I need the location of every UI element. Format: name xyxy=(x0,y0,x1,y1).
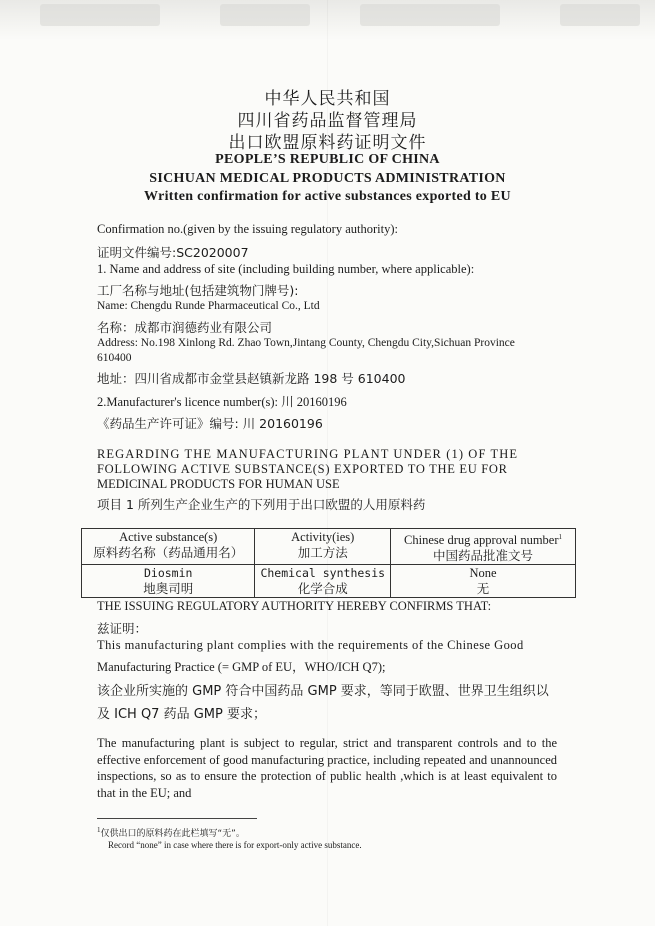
gmp-statement-cn-line-1: 该企业所实施的 GMP 符合中国药品 GMP 要求，等同于欧盟、世界卫生组织以 xyxy=(97,684,549,699)
controls-statement: The manufacturing plant is subject to regular, strict and transparent controls and to the effective enforcement of good manufacturing practice, including repeated and unannounced inspections, so as to ensure the protection of public health ,which is at least equivalent to that in the EU; and xyxy=(97,736,557,800)
site-name: Name: Chengdu Runde Pharmaceutical Co., Ltd xyxy=(97,300,320,312)
active-substance-table xyxy=(81,528,576,598)
site-heading: 1. Name and address of site (including building number, where applicable): xyxy=(97,262,475,276)
confirms-heading-cn: 兹证明： xyxy=(97,621,148,636)
regarding-line-2: FOLLOWING ACTIVE SUBSTANCE(S) EXPORTED TO THE EU FOR xyxy=(97,462,508,476)
header-substance-en: Active substance(s) xyxy=(119,530,218,544)
header-approval-en: Chinese drug approval number xyxy=(404,533,559,548)
licence-number-cn: 《药品生产许可证》编号: 川 20160196 xyxy=(97,416,323,431)
header-cn-country: 中华人民共和国 xyxy=(264,89,391,109)
regarding-cn: 项目 1 所列生产企业生产的下列用于出口欧盟的人用原料药 xyxy=(97,497,426,512)
site-address-postcode: 610400 xyxy=(97,352,132,364)
footnote-cn xyxy=(97,826,245,839)
header-cn-authority: 四川省药品监督管理局 xyxy=(237,111,418,131)
regarding-line-3: MEDICINAL PRODUCTS FOR HUMAN USE xyxy=(97,477,340,491)
footnote-divider xyxy=(97,818,257,819)
regarding-line-1: REGARDING THE MANUFACTURING PLANT UNDER (1) OF THE xyxy=(97,447,519,461)
footnote-cn-text: 仅供出口的原料药在此栏填写“无”。 xyxy=(100,829,245,839)
licence-number: 2.Manufacturer's licence number(s): 川 20160196 xyxy=(97,395,347,409)
site-address: Address: No.198 Xinlong Rd. Zhao Town,Jintang County, Chengdu City,Sichuan Province xyxy=(97,337,515,349)
table-row xyxy=(82,565,576,598)
table-header-row xyxy=(82,529,576,565)
table-cell xyxy=(391,565,576,598)
header-en-authority: SICHUAN MEDICAL PRODUCTS ADMINISTRATION xyxy=(149,171,506,186)
site-name-cn: 名称：成都市润德药业有限公司 xyxy=(97,320,273,335)
approval-en: None xyxy=(469,566,497,581)
header-cn-title: 出口欧盟原料药证明文件 xyxy=(228,133,427,153)
confirmation-label: Confirmation no.(given by the issuing regulatory authority): xyxy=(97,222,398,236)
site-address-cn: 地址：四川省成都市金堂县赵镇新龙路 198 号 610400 xyxy=(97,371,406,386)
gmp-statement-line-2: Manufacturing Practice (= GMP of EU，WHO/ICH Q7); xyxy=(97,660,386,674)
substance-name-cn: 地奥司明 xyxy=(143,581,194,597)
header-activity-cn: 加工方法 xyxy=(297,545,348,560)
table-header-cell xyxy=(82,529,255,565)
confirms-heading: THE ISSUING REGULATORY AUTHORITY HEREBY CONFIRMS THAT: xyxy=(97,599,492,613)
activity-cn: 化学合成 xyxy=(297,581,348,597)
table-cell xyxy=(255,565,391,598)
table-cell xyxy=(82,565,255,598)
table-header-cell xyxy=(255,529,391,565)
gmp-statement-line-1: This manufacturing plant complies with the requirements of the Chinese Good xyxy=(97,638,524,652)
header-approval-cn: 中国药品批准文号 xyxy=(433,548,534,564)
header-en-title: Written confirmation for active substances exported to EU xyxy=(144,189,511,204)
activity-en: Chemical synthesis xyxy=(260,566,386,581)
substance-name-en: Diosmin xyxy=(143,566,193,581)
header-activity-en: Activity(ies) xyxy=(291,530,355,544)
footnote-ref: 1 xyxy=(558,533,563,541)
site-heading-cn: 工厂名称与地址(包括建筑物门牌号): xyxy=(97,283,299,298)
confirmation-number: 证明文件编号:SC2020007 xyxy=(97,245,249,260)
table-header-cell xyxy=(391,529,576,565)
header-substance-cn: 原料药名称（药品通用名） xyxy=(93,545,244,560)
footnote-en: Record “none” in case where there is for export-only active substance. xyxy=(108,840,362,850)
footnote-mark: 1 xyxy=(97,826,101,834)
gmp-statement-cn-line-2: 及 ICH Q7 药品 GMP 要求； xyxy=(97,707,266,722)
header-en-country: PEOPLE’S REPUBLIC OF CHINA xyxy=(215,152,440,167)
approval-cn: 无 xyxy=(476,581,490,597)
